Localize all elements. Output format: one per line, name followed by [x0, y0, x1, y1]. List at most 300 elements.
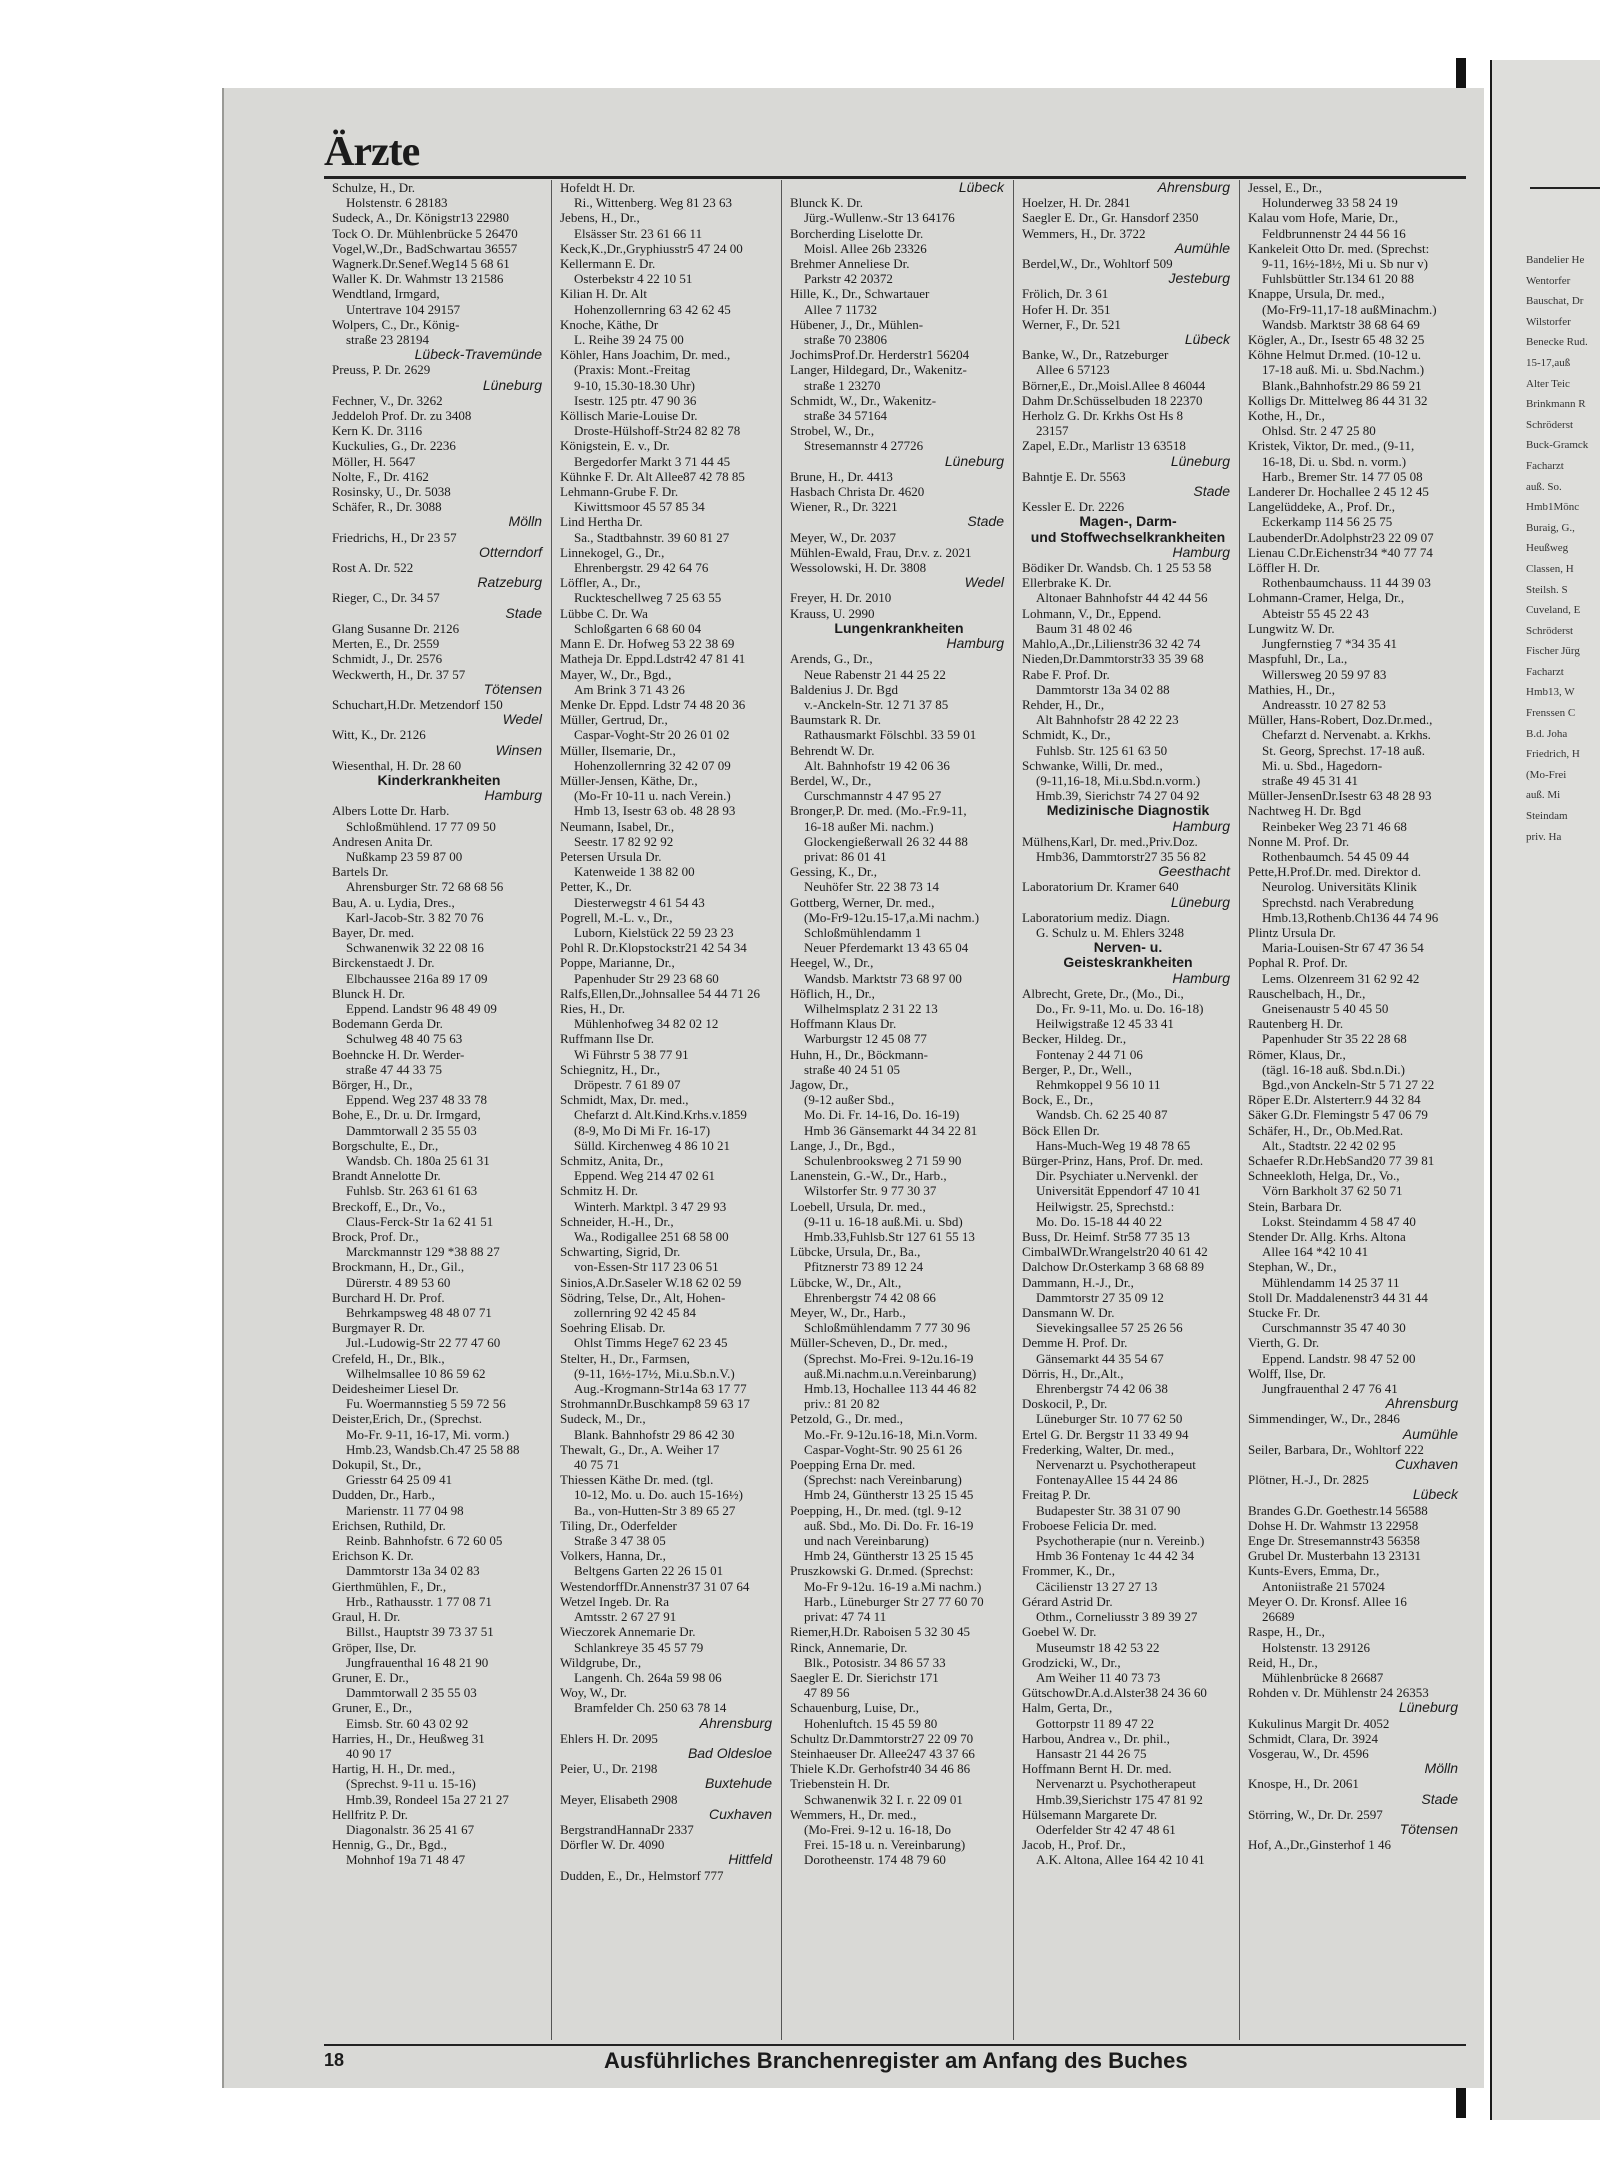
listing-entry: Tiling, Dr., Oderfelder [560, 1517, 677, 1533]
adjacent-page-line: Heußweg [1526, 542, 1569, 555]
listing-entry: StrohmannDr.Buschkamp8 59 63 17 [560, 1396, 750, 1412]
listing-entry: Kukulinus Margit Dr. 4052 [1248, 1715, 1390, 1731]
listing-entry-continuation: Mi. u. Sbd., Hagedorn- [1262, 757, 1383, 773]
listing-entry: Riemer,H.Dr. Raboisen 5 32 30 45 [790, 1624, 971, 1640]
listing-entry-continuation: FontenayAllee 15 44 24 86 [1036, 1472, 1178, 1488]
listing-entry-continuation: (Mo-Frei. 9-12 u. 16-18, Do [804, 1821, 951, 1837]
listing-entry: Schmidt, W., Dr., Wakenitz- [790, 392, 937, 408]
listing-entry-continuation: Fuhlsb. Str. 263 61 61 63 [346, 1183, 478, 1199]
listing-entry: Behrendt W. Dr. [790, 742, 875, 758]
listing-entry: Schaefer R.Dr.HebSand20 77 39 81 [1248, 1153, 1435, 1168]
listing-entry: Köhne Helmut Dr.med. (10-12 u. [1248, 347, 1421, 363]
listing-entry-continuation: Blank.,Bahnhofstr.29 86 59 21 [1262, 377, 1422, 393]
listing-entry: Grodzicki, W., Dr., [1022, 1654, 1121, 1670]
listing-entry: Hille, K., Dr., Schwartauer [790, 286, 930, 302]
listing-entry-continuation: Blank. Bahnhofstr 29 86 42 30 [574, 1426, 735, 1442]
listing-entry-continuation: Allee 164 *42 10 41 [1262, 1244, 1369, 1260]
city-heading: Wedel [964, 575, 1004, 591]
listing-entry: Wendtland, Irmgard, [332, 286, 440, 302]
listing-entry: Gruner, E., Dr., [332, 1700, 412, 1716]
directory-page [222, 88, 1484, 2088]
listing-entry: Demme H. Prof. Dr. [1022, 1335, 1128, 1351]
listing-entry-continuation: Dammtorwall 2 35 55 03 [346, 1685, 477, 1701]
listing-entry: Kolligs Dr. Mittelweg 86 44 31 32 [1248, 392, 1428, 408]
listing-entry-continuation: Parkstr 42 20372 [804, 271, 893, 287]
listing-entry-continuation: Hmb.39, Rondeel 15a 27 21 27 [346, 1791, 509, 1807]
adjacent-page-line: Facharzt [1526, 665, 1564, 678]
listing-entry: Maspfuhl, Dr., La., [1248, 651, 1348, 667]
listing-entry-continuation: (Sprechst: nach Vereinbarung) [804, 1472, 962, 1488]
listing-entry-continuation: Pfitznerstr 73 89 12 24 [804, 1259, 924, 1275]
listing-entry: Möller, H. 5647 [332, 453, 416, 469]
listing-entry-continuation: Oderfelder Str 42 47 48 61 [1036, 1821, 1176, 1837]
listing-entry: Freyer, H. Dr. 2010 [790, 590, 892, 606]
listing-entry: Störring, W., Dr. Dr. 2597 [1248, 1806, 1383, 1822]
listing-entry: Erichson K. Dr. [332, 1548, 414, 1564]
listing-entry-continuation: Untertrave 104 29157 [346, 301, 461, 317]
listing-entry-continuation: straße 70 23806 [804, 332, 888, 348]
city-heading: Lüneburg [1170, 894, 1230, 910]
listing-entry-continuation: Karl-Jacob-Str. 3 82 70 76 [346, 909, 484, 925]
listing-entry-continuation: Hmb.13,Rothenb.Ch136 44 74 96 [1262, 909, 1439, 925]
listing-entry: Ellerbrake K. Dr. [1022, 575, 1112, 591]
listing-entry-continuation: Ohlsd. Str. 2 47 25 80 [1262, 423, 1376, 439]
listing-entry: Dörfler W. Dr. 4090 [560, 1837, 665, 1853]
listing-entry-continuation: Feldbrunnenstr 24 44 56 16 [1262, 225, 1406, 241]
listing-entry: Langer, Hildegard, Dr., Wakenitz- [790, 362, 967, 378]
listing-entry: Rautenberg H. Dr. [1248, 1016, 1344, 1032]
listing-entry: Nolte, F., Dr. 4162 [332, 468, 429, 484]
listing-entry-continuation: Andreasstr. 10 27 82 53 [1262, 696, 1386, 712]
listing-entry-continuation: Neurolog. Universitäts Klinik [1262, 879, 1417, 895]
listing-entry: Hübener, J., Dr., Mühlen- [790, 316, 924, 332]
listing-entry: Lanenstein, G.-W., Dr., Harb., [790, 1168, 947, 1184]
listing-entry-continuation: Neuer Pferdemarkt 13 43 65 04 [804, 940, 969, 956]
listing-entry: Burgmayer R. Dr. [332, 1320, 425, 1336]
listing-entry: Kilian H. Dr. Alt [560, 286, 648, 302]
listing-entry-continuation: (tägl. 16-18 auß. Sbd.n.Di.) [1262, 1061, 1405, 1077]
listing-entry-continuation: Do., Fr. 9-11, Mo. u. Do. 16-18) [1036, 1000, 1204, 1016]
listing-entry-continuation: Maria-Louisen-Str 67 47 36 54 [1262, 940, 1424, 956]
listing-entry: Poppe, Marianne, Dr., [560, 955, 675, 971]
listing-entry-continuation: Hmb36, Dammtorstr27 35 56 82 [1036, 848, 1207, 864]
listing-entry-continuation: Hmb.39,Sierichstr 175 47 81 92 [1036, 1791, 1203, 1807]
listing-entry-continuation: Sülld. Kirchenweg 4 86 10 21 [574, 1137, 730, 1153]
listing-entry: Rost A. Dr. 522 [332, 560, 414, 576]
listing-entry-continuation: Diagonalstr. 36 25 41 67 [346, 1821, 475, 1837]
section-heading: Medizinische Diagnostik [1046, 803, 1210, 819]
listing-entry-continuation: Universität Eppendorf 47 10 41 [1036, 1183, 1201, 1199]
adjacent-page-line: Bandelier He [1526, 254, 1585, 266]
listing-entry: Mayer, W., Dr., Bgd., [560, 666, 672, 682]
listing-entry-continuation: Wandsb. Ch. 62 25 40 87 [1036, 1107, 1168, 1123]
adjacent-page-line: Wentorfer [1526, 274, 1571, 287]
listing-entry: Müller-JensenDr.Isestr 63 48 28 93 [1248, 788, 1432, 804]
adjacent-page-line: priv. Ha [1526, 830, 1562, 843]
city-heading: Geesthacht [1158, 864, 1230, 880]
city-heading: Hamburg [1172, 544, 1230, 560]
listing-entry-continuation: Harb., Lüneburger Str 27 77 60 70 [804, 1593, 984, 1609]
listing-entry: Strobel, W., Dr., [790, 423, 875, 439]
listing-entry: Rosinsky, U., Dr. 5038 [332, 484, 451, 500]
listing-entry-continuation: Fuhlsb. Str. 125 61 63 50 [1036, 742, 1168, 758]
listing-entry-continuation: (Mo-Fr9-11,17-18 außMinachm.) [1262, 301, 1437, 317]
listing-entry-continuation: Schwanenwik 32 I. r. 22 09 01 [804, 1791, 963, 1807]
listing-entry: Nachtweg H. Dr. Bgd [1248, 803, 1362, 819]
listing-entry: Jessel, E., Dr., [1248, 180, 1323, 195]
listing-entry: Reid, H., Dr., [1248, 1654, 1318, 1670]
listing-entry: Gérard Astrid Dr. [1022, 1593, 1113, 1609]
listing-entry-continuation: Dürerstr. 4 89 53 60 [346, 1274, 451, 1290]
listing-entry-continuation: auß.Mi.nachm.u.n.Vereinbarung) [804, 1365, 977, 1381]
listing-entry: Linnekogel, G., Dr., [560, 544, 665, 560]
listing-entry-continuation: Mühlenbrücke 8 26687 [1262, 1669, 1384, 1685]
listing-entry: Jagow, Dr., [790, 1076, 849, 1092]
listing-entry-continuation: Bramfelder Ch. 250 63 78 14 [574, 1700, 727, 1716]
listing-entry: Schwarting, Sigrid, Dr. [560, 1244, 681, 1260]
listing-entry: Wildgrube, Dr., [560, 1654, 642, 1670]
city-heading: Ahrensburg [699, 1715, 772, 1731]
listing-entry-continuation: straße 40 24 51 05 [804, 1061, 901, 1077]
listing-entry-continuation: Moisl. Allee 26b 23326 [804, 240, 927, 256]
listing-entry-continuation: und nach Vereinbarung) [804, 1533, 929, 1549]
listing-entry-continuation: Schwanenwik 32 22 08 16 [346, 940, 484, 956]
listing-entry: Mühlen-Ewald, Frau, Dr.v. z. 2021 [790, 544, 972, 560]
city-heading: Ratzeburg [477, 575, 542, 591]
listing-entry: Raspe, H., Dr., [1248, 1624, 1325, 1640]
listing-entry-continuation: Willersweg 20 59 97 83 [1262, 666, 1387, 682]
listing-entry: Woy, W., Dr. [560, 1685, 627, 1701]
listing-entry: Keck,K.,Dr.,Gryphiusstr5 47 24 00 [560, 240, 743, 256]
listing-entry-continuation: Papenhuder Str 29 23 68 60 [574, 970, 719, 986]
listing-entry-continuation: Antoniistraße 21 57024 [1262, 1578, 1385, 1594]
listing-entry-continuation: Chefarzt d. Alt.Kind.Krhs.v.1859 [574, 1107, 747, 1123]
listing-entry-continuation: Ahrensburger Str. 72 68 68 56 [346, 879, 504, 895]
listing-entry-continuation: Reinb. Bahnhofstr. 6 72 60 05 [346, 1533, 503, 1549]
listing-entry: Neumann, Isabel, Dr., [560, 818, 675, 834]
listing-entry: Lohmann-Cramer, Helga, Dr., [1248, 590, 1405, 606]
listing-entry-continuation: Bgd.,von Anckeln-Str 5 71 27 22 [1262, 1076, 1435, 1092]
title-rule [324, 176, 1466, 179]
listing-entry: Birckenstaedt J. Dr. [332, 955, 435, 971]
listing-entry: GütschowDr.A.d.Alster38 24 36 60 [1022, 1685, 1207, 1701]
listing-entry: Fechner, V., Dr. 3262 [332, 392, 443, 408]
listing-entry: Brock, Prof. Dr., [332, 1229, 419, 1245]
listing-column-5 [1240, 180, 1466, 2042]
listing-entry: Löffler H. Dr. [1248, 560, 1320, 576]
listing-entry: Lehmann-Grube F. Dr. [560, 484, 679, 500]
listing-entry: Bödiker Dr. Wandsb. Ch. 1 25 53 58 [1022, 560, 1212, 576]
listing-entry-continuation: Eckerkamp 114 56 25 75 [1262, 514, 1393, 530]
listing-entry-continuation: (8-9, Mo Di Mi Fr. 16-17) [574, 1122, 711, 1138]
adjacent-page-line: Benecke Rud. [1526, 336, 1588, 349]
listing-entry: Werner, F., Dr. 521 [1022, 316, 1121, 332]
listing-entry: Hellfritz P. Dr. [332, 1806, 408, 1822]
listing-entry-continuation: Reinbeker Weg 23 71 46 68 [1262, 818, 1407, 834]
listing-entry-continuation: Baum 31 48 02 46 [1036, 620, 1133, 636]
city-heading: Aumühle [1402, 1426, 1458, 1442]
listing-entry: Rinck, Annemarie, Dr. [790, 1639, 908, 1655]
adjacent-page-line: auß. Mi [1526, 789, 1561, 802]
listing-entry-continuation: von-Essen-Str 117 23 06 51 [574, 1259, 719, 1275]
adjacent-page-line: Classen, H [1526, 562, 1574, 575]
listing-entry-continuation: Fuhlsbüttler Str.134 61 20 88 [1262, 271, 1415, 287]
listing-entry-continuation: privat: 86 01 41 [804, 848, 887, 864]
listing-entry: Pophal R. Prof. Dr. [1248, 955, 1348, 971]
listing-entry: Arends, G., Dr., [790, 651, 873, 667]
listing-entry-continuation: Lems. Olzenreem 31 62 92 42 [1262, 970, 1420, 986]
listing-entry: Plötner, H.-J., Dr. 2825 [1248, 1472, 1369, 1488]
listing-entry: Wemmers, H., Dr. 3722 [1022, 225, 1146, 241]
listing-column-4 [1014, 180, 1238, 2042]
listing-entry: Petter, K., Dr. [560, 879, 632, 895]
listing-entry-continuation: Elsässer Str. 23 61 66 11 [574, 225, 703, 241]
listing-entry-continuation: Ri., Wittenberg. Weg 81 23 63 [574, 195, 733, 211]
listing-entry: Brandes G.Dr. Goethestr.14 56588 [1248, 1502, 1428, 1518]
city-heading: Hittfeld [728, 1852, 772, 1868]
listing-entry: Hofer H. Dr. 351 [1022, 301, 1111, 317]
listing-entry: Waller K. Dr. Wahmstr 13 21586 [332, 271, 504, 287]
listing-entry-continuation: Billst., Hauptstr 39 73 37 51 [346, 1624, 494, 1640]
listing-entry-continuation: Alt. Bahnhofstr 19 42 06 36 [804, 757, 950, 773]
listing-entry: Freitag P. Dr. [1022, 1487, 1091, 1503]
listing-entry: BergstrandHannaDr 2337 [560, 1821, 694, 1837]
listing-entry-continuation: Sievekingsallee 57 25 26 56 [1036, 1320, 1183, 1336]
listing-column-1 [324, 180, 550, 2042]
listing-entry-continuation: Neuhöfer Str. 22 38 73 14 [804, 879, 940, 895]
listing-entry-continuation: Neue Rabenstr 21 44 25 22 [804, 666, 946, 682]
listing-entry: Thiele K.Dr. Gerhofstr40 34 46 86 [790, 1761, 971, 1777]
listing-entry-continuation: Wa., Rodigallee 251 68 58 00 [574, 1229, 729, 1245]
city-heading: Lübeck [1412, 1487, 1458, 1503]
listing-entry: Hülsemann Margarete Dr. [1022, 1806, 1158, 1822]
listing-entry-continuation: Jürg.-Wullenw.-Str 13 64176 [804, 210, 955, 226]
listing-entry-continuation: Dammtorstr 13a 34 02 83 [346, 1563, 480, 1579]
listing-entry: Berdel, W., Dr., [790, 772, 872, 788]
listing-entry: Schultz Dr.Dammtorstr27 22 09 70 [790, 1730, 974, 1746]
listing-entry: Weckwerth, H., Dr. 37 57 [332, 666, 466, 682]
listing-entry-continuation: Othm., Corneliusstr 3 89 39 27 [1036, 1609, 1198, 1625]
listing-entry: Frederking, Walter, Dr. med., [1022, 1441, 1174, 1457]
listing-entry: Meyer, Elisabeth 2908 [560, 1791, 678, 1807]
listing-entry: Brune, H., Dr. 4413 [790, 468, 893, 484]
listing-entry: Bayer, Dr. med. [332, 924, 415, 940]
listing-entry-continuation: Chefarzt d. Nervenabt. a. Krkhs. [1262, 727, 1431, 743]
listing-entry: Dammann, H.-J., Dr., [1022, 1274, 1134, 1290]
listing-entry-continuation: Dammtorstr 13a 34 02 88 [1036, 681, 1170, 697]
listing-entry: Schwanke, Willi, Dr. med., [1022, 757, 1163, 773]
footer-note: Ausführliches Branchenregister am Anfang des Buches [604, 2048, 1188, 2073]
listing-entry-continuation: Caspar-Voght-Str. 90 25 61 26 [804, 1441, 963, 1457]
listing-entry: Graul, H. Dr. [332, 1609, 401, 1625]
listing-entry: Herholz G. Dr. Krkhs Ost Hs 8 [1022, 408, 1184, 424]
listing-entry: Dokupil, St., Dr., [332, 1457, 422, 1473]
listing-entry-continuation: Am Weiher 11 40 73 73 [1036, 1669, 1161, 1685]
listing-entry: Rohden v. Dr. Mühlenstr 24 26353 [1248, 1685, 1429, 1701]
listing-entry: Andresen Anita Dr. [332, 833, 433, 849]
listing-entry: Pogrell, M.-L. v., Dr., [560, 909, 673, 925]
listing-entry: Knoche, Käthe, Dr [560, 316, 659, 332]
listing-entry: Müller-Scheven, D., Dr. med., [790, 1335, 948, 1351]
adjacent-page-line: Fischer Jürg [1526, 645, 1580, 658]
listing-entry-continuation: 9-10, 15.30-18.30 Uhr) [574, 377, 695, 393]
listing-entry-continuation: Behrkampsweg 48 48 07 71 [346, 1305, 492, 1321]
city-heading: Bad Oldesloe [687, 1745, 772, 1761]
listing-entry: Peier, U., Dr. 2198 [560, 1761, 658, 1777]
listing-entry: Jebens, H., Dr., [560, 210, 640, 226]
listing-entry: Kristek, Viktor, Dr. med., (9-11, [1248, 438, 1415, 454]
listing-entry: Löffler, A., Dr., [560, 575, 641, 591]
listing-entry: Meyer O. Dr. Kronsf. Allee 16 [1248, 1593, 1407, 1609]
listing-entry: Jacob, H., Prof. Dr., [1022, 1837, 1126, 1853]
listing-entry-continuation: L. Reihe 39 24 75 00 [574, 332, 684, 348]
listing-entry-continuation: Dir. Psychiater u.Nervenkl. der [1036, 1168, 1198, 1184]
listing-entry-continuation: 23157 [1036, 423, 1069, 439]
city-heading: Winsen [495, 742, 542, 758]
listing-entry: Müller, Hans-Robert, Doz.Dr.med., [1248, 712, 1433, 728]
listing-entry-continuation: G. Schulz u. M. Ehlers 3248 [1036, 924, 1185, 940]
listing-entry-continuation: Dröpestr. 7 61 89 07 [574, 1076, 681, 1092]
listing-entry: Kühnke F. Dr. Alt Allee87 42 78 85 [560, 468, 745, 484]
listing-entry: Bahntje E. Dr. 5563 [1022, 468, 1126, 484]
listing-entry-continuation: Hmb.39, Sierichstr 74 27 04 92 [1036, 788, 1200, 804]
listing-entry-continuation: Gänsemarkt 44 35 54 67 [1036, 1350, 1164, 1366]
section-heading: Lungenkrankheiten [834, 620, 964, 636]
listing-entry-continuation: Beltgens Garten 22 26 15 01 [574, 1563, 724, 1579]
listing-entry: Loebell, Ursula, Dr. med., [790, 1198, 926, 1214]
city-heading: Lübeck-Travemünde [414, 347, 542, 363]
adjacent-page-line: Wilstorfer [1526, 315, 1571, 328]
listing-entry: Müller-Jensen, Käthe, Dr., [560, 772, 698, 788]
listing-entry-continuation: Curschmannstr 4 47 95 27 [804, 788, 942, 804]
listing-entry-continuation: Hmb 36 Gänsemarkt 44 34 22 81 [804, 1122, 978, 1138]
listing-entry: Banke, W., Dr., Ratzeburger [1022, 347, 1169, 363]
city-heading: Hamburg [1172, 818, 1230, 834]
listing-entry: Bürger-Prinz, Hans, Prof. Dr. med. [1022, 1153, 1204, 1168]
listing-entry-continuation: Diesterwegstr 4 61 54 43 [574, 894, 705, 910]
listing-entry-continuation: 10-12, Mo. u. Do. auch 15-16½) [574, 1487, 743, 1503]
listing-entry-continuation: (Sprechst. 9-11 u. 15-16) [346, 1776, 476, 1792]
listing-entry-continuation: Alt., Stadtstr. 22 42 02 95 [1262, 1137, 1396, 1153]
listing-entry: Petzold, G., Dr. med., [790, 1411, 904, 1427]
listing-entry: Enge Dr. Stresemannstr43 56358 [1248, 1533, 1420, 1549]
listing-entry-continuation: Sprechstd. nach Verabredung [1262, 894, 1414, 910]
listing-column-2 [552, 180, 780, 2042]
listing-entry: Saegler E. Dr., Gr. Hansdorf 2350 [1022, 210, 1199, 226]
listing-entry: Lienau C.Dr.Eichenstr34 *40 77 74 [1248, 544, 1433, 560]
listing-entry: Harbou, Andrea v., Dr. phil., [1022, 1730, 1170, 1746]
listing-entry: Wolff, Ilse, Dr. [1248, 1365, 1326, 1381]
listing-entry: Römer, Klaus, Dr., [1248, 1046, 1346, 1062]
listing-entry: Ruffmann Ilse Dr. [560, 1031, 654, 1047]
listing-entry: Deister,Erich, Dr., (Sprechst. [332, 1411, 483, 1427]
listing-entry-continuation: Mo. Di. Fr. 14-16, Do. 16-19) [804, 1107, 960, 1123]
listing-entry-continuation: Schulenbrooksweg 2 71 59 90 [804, 1153, 962, 1168]
listing-entry: Soehring Elisab. Dr. [560, 1320, 666, 1336]
listing-entry: Hoffmann Klaus Dr. [790, 1016, 897, 1032]
listing-entry-continuation: Wandsb. Marktstr 38 68 64 69 [1262, 316, 1420, 332]
listing-entry: Saegler E. Dr. Sierichstr 171 [790, 1669, 939, 1685]
listing-entry: Mann E. Dr. Hofweg 53 22 38 69 [560, 636, 735, 652]
listing-entry-continuation: Mo. Do. 15-18 44 40 22 [1036, 1213, 1163, 1229]
listing-entry: Kessler E. Dr. 2226 [1022, 499, 1125, 515]
listing-entry: Dahm Dr.Schüsselbuden 18 22370 [1022, 392, 1203, 408]
section-heading: Magen-, Darm- [1079, 514, 1177, 530]
listing-entry-continuation: Wi Führstr 5 38 77 91 [574, 1046, 689, 1062]
listing-entry-continuation: Ba., von-Hutten-Str 3 89 65 27 [574, 1502, 736, 1518]
listing-entry: Dudden, Dr., Harb., [332, 1487, 435, 1503]
listing-entry-continuation: Amtsstr. 2 67 27 91 [574, 1609, 677, 1625]
listing-entry: Schiegnitz, H., Dr., [560, 1061, 661, 1077]
section-heading: Nerven- u. [1093, 940, 1163, 956]
listing-entry: Huhn, H., Dr., Böckmann- [790, 1046, 928, 1062]
listing-entry-continuation: Hmb 24, Güntherstr 13 25 15 45 [804, 1487, 974, 1503]
listing-entry: Vierth, G. Dr. [1248, 1335, 1320, 1351]
listing-entry-continuation: Hmb.13, Hochallee 113 44 46 82 [804, 1381, 977, 1397]
listing-entry: Hennig, G., Dr., Bgd., [332, 1837, 447, 1853]
listing-entry: Heegel, W., Dr., [790, 955, 874, 971]
listing-entry: Baumstark R. Dr. [790, 712, 881, 728]
city-heading: Mölln [508, 514, 542, 530]
listing-entry: Bau, A. u. Lydia, Dres., [332, 894, 455, 910]
listing-entry: Burchard H. Dr. Prof. [332, 1289, 445, 1305]
listing-entry-continuation: Ruckteschellweg 7 25 63 55 [574, 590, 722, 606]
city-heading: Hamburg [946, 636, 1004, 652]
listing-entry: Königstein, E. v., Dr. [560, 438, 670, 454]
listing-entry-continuation: Ehrenbergstr 74 42 08 66 [804, 1289, 936, 1305]
listing-entry: Stender Dr. Allg. Krhs. Altona [1248, 1229, 1406, 1245]
listing-entry: Merten, E., Dr. 2559 [332, 636, 440, 652]
listing-entry-continuation: Am Brink 3 71 43 26 [574, 681, 685, 697]
listing-entry: Witt, K., Dr. 2126 [332, 727, 426, 743]
listing-entry: Harries, H., Dr., Heußweg 31 [332, 1730, 485, 1746]
listing-entry: Borgschulte, E., Dr., [332, 1137, 439, 1153]
listing-entry-continuation: Sa., Stadtbahnstr. 39 60 81 27 [574, 529, 730, 545]
listing-entry: Bodemann Gerda Dr. [332, 1016, 443, 1032]
listing-entry-continuation: straße 47 44 33 75 [346, 1061, 443, 1077]
listing-entry-continuation: Schlankreye 35 45 57 79 [574, 1639, 704, 1655]
listing-entry: Lübbe C. Dr. Wa [560, 605, 648, 621]
listing-entry-continuation: Lüneburger Str. 10 77 62 50 [1036, 1411, 1183, 1427]
city-heading: Lüneburg [1170, 453, 1230, 469]
listing-entry: Ehlers H. Dr. 2095 [560, 1730, 658, 1746]
listing-entry: Stoll Dr. Maddalenenstr3 44 31 44 [1248, 1289, 1428, 1305]
listing-entry: Crefeld, H., Dr., Blk., [332, 1350, 445, 1366]
listing-entry-continuation: Hohenzollernring 63 42 62 45 [574, 301, 731, 317]
city-heading: Tötensen [483, 681, 542, 697]
listing-entry: Kothe, H., Dr., [1248, 408, 1325, 424]
listing-entry: Mülhens,Karl, Dr. med.,Priv.Doz. [1022, 833, 1198, 849]
listing-entry: Wiener, R., Dr. 3221 [790, 499, 898, 515]
listing-entry: Simmendinger, W., Dr., 2846 [1248, 1411, 1400, 1427]
city-heading: Stade [505, 605, 542, 621]
listing-entry-continuation: Jungfrauenthal 2 47 76 41 [1262, 1381, 1398, 1397]
city-heading: Stade [1193, 484, 1230, 500]
listing-entry-continuation: 26689 [1262, 1609, 1295, 1625]
listing-entry-continuation: Gottorpstr 11 89 47 22 [1036, 1715, 1154, 1731]
listing-entry: Hoffmann Bernt H. Dr. med. [1022, 1761, 1172, 1777]
city-heading: Ahrensburg [1385, 1396, 1458, 1412]
listing-entry-continuation: (9-11, 16½-17½, Mi.u.Sb.n.V.) [574, 1365, 735, 1381]
listing-entry: Ertel G. Dr. Bergstr 11 33 49 94 [1022, 1426, 1189, 1442]
listing-entry: Knospe, H., Dr. 2061 [1248, 1776, 1359, 1792]
listing-entry-continuation: Heilwigstr. 25, Sprechstd.: [1036, 1198, 1175, 1214]
adjacent-page-line: Cuveland, E [1526, 604, 1581, 617]
listing-entry: Kuckulies, G., Dr. 2236 [332, 438, 456, 454]
listing-entry: Schauenburg, Luise, Dr., [790, 1700, 920, 1716]
city-heading: Otterndorf [478, 544, 542, 560]
listing-entry: Steinhaeuser Dr. Allee247 43 37 66 [790, 1745, 975, 1761]
